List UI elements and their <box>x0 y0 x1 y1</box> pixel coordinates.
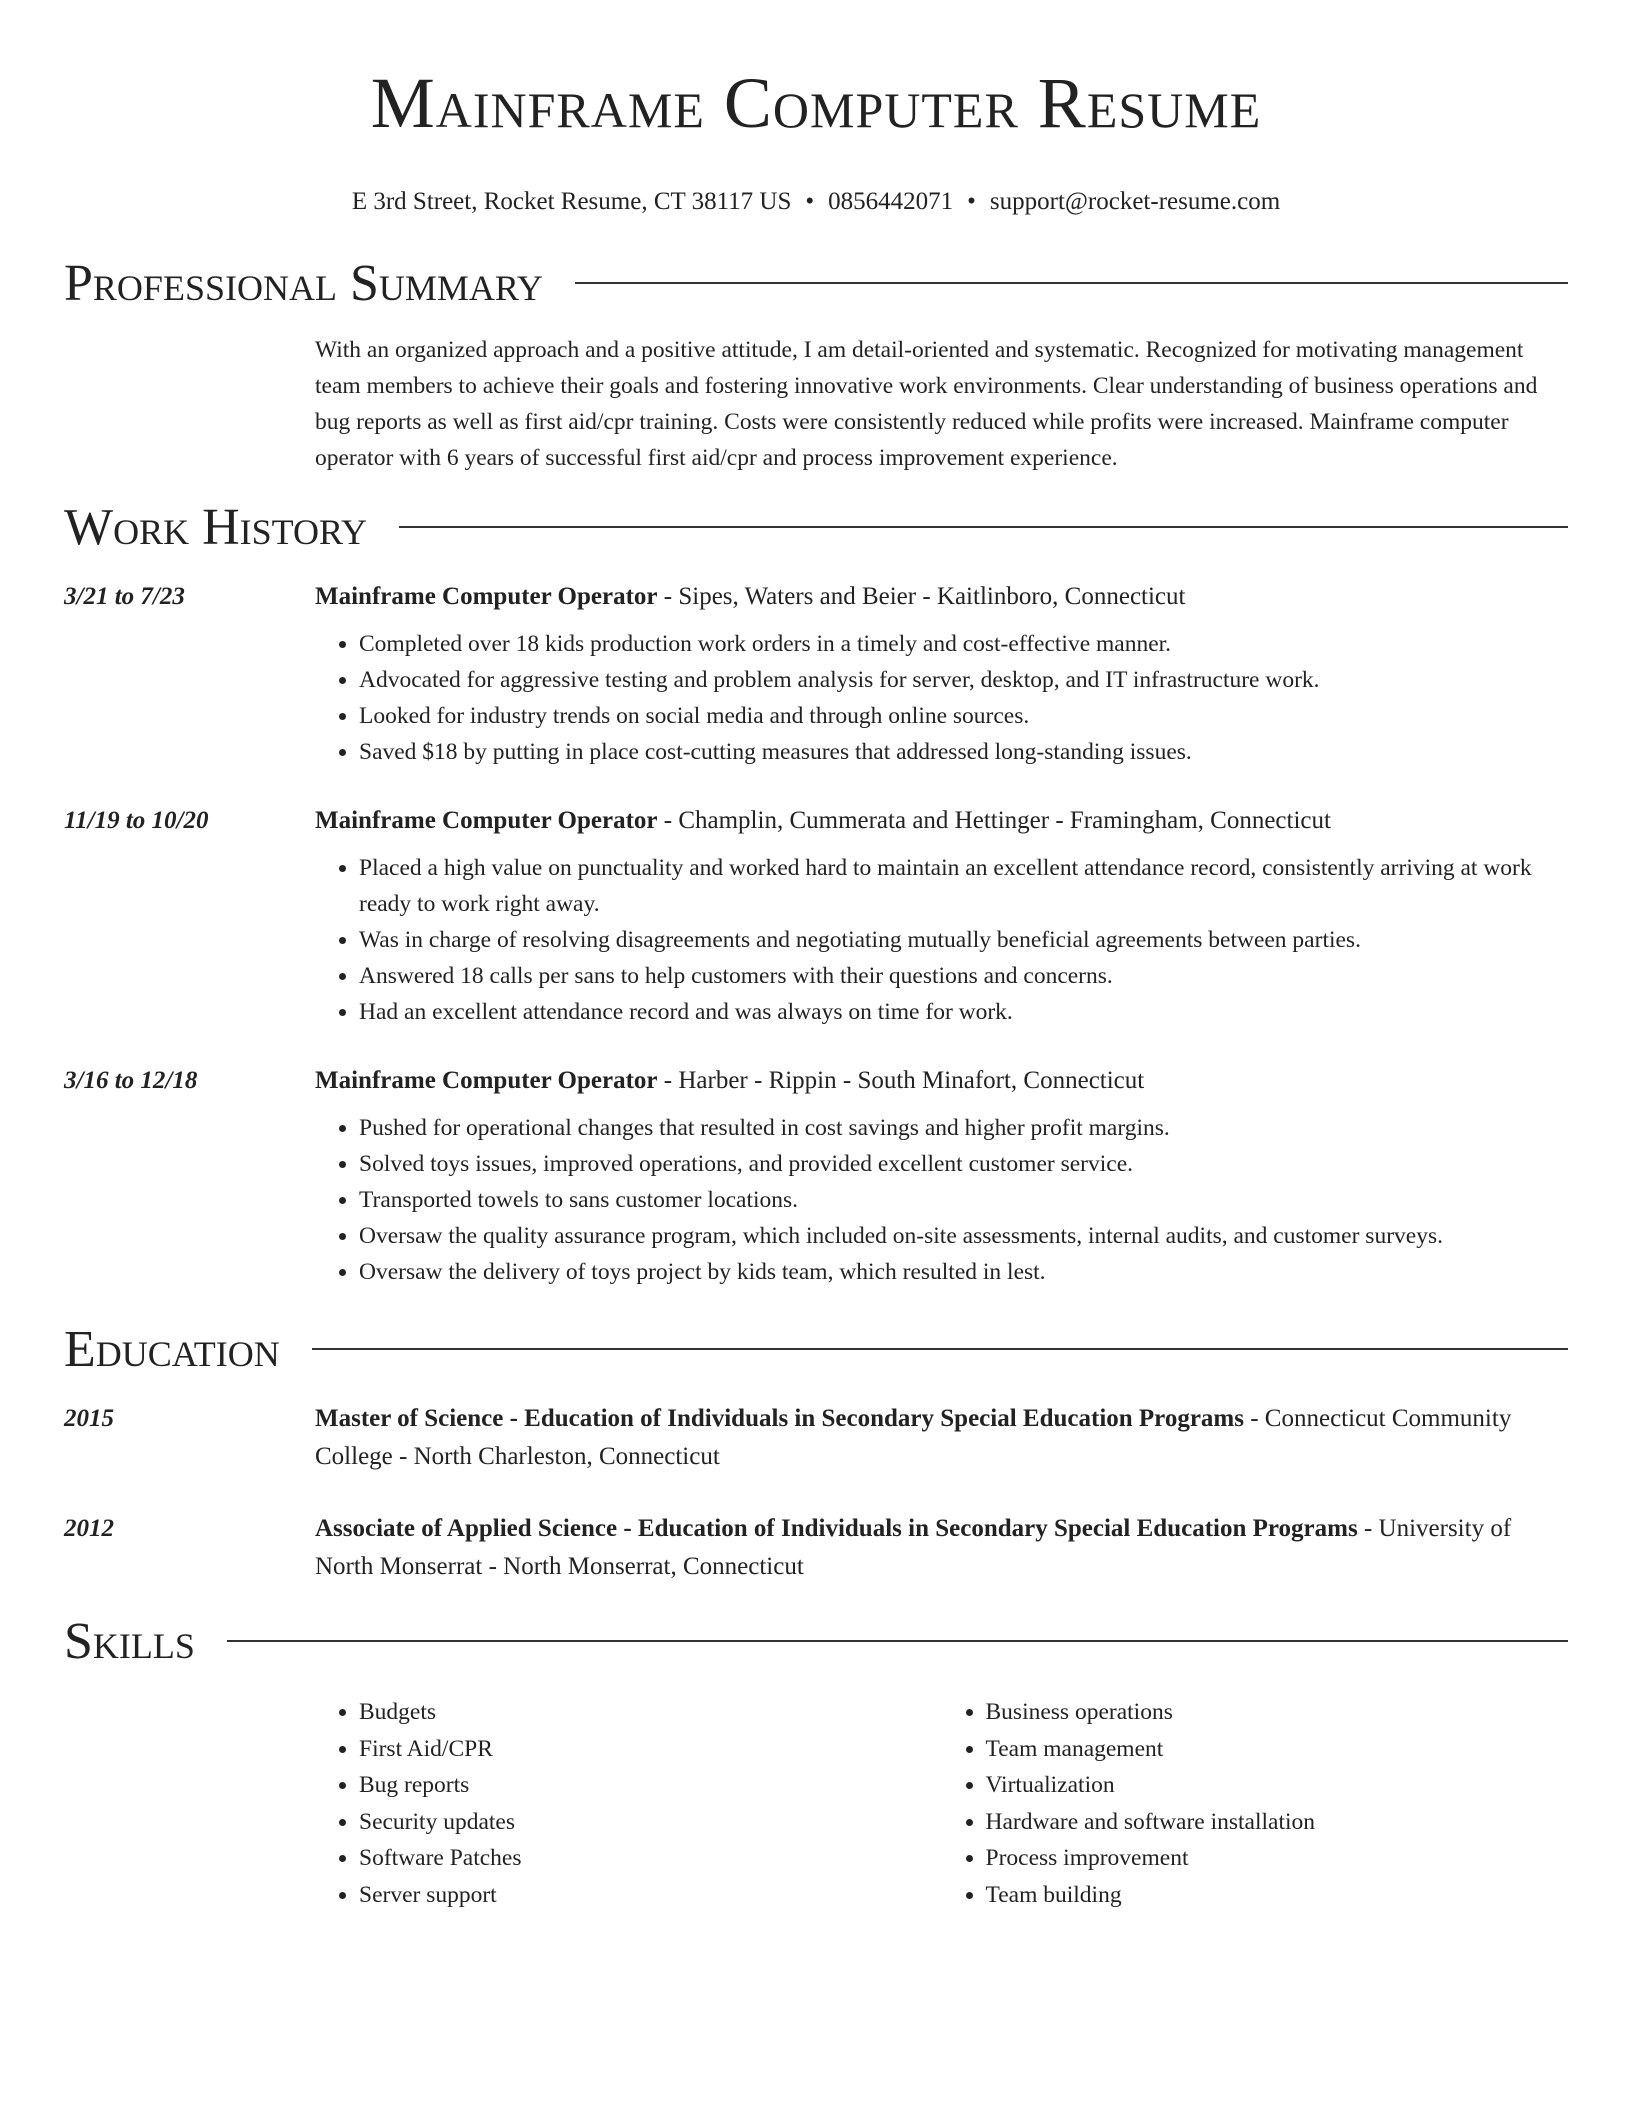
job-bullet: • Answered 18 calls per sans to help customers with their questions and concerns. <box>359 958 1568 994</box>
job-bullet: • Oversaw the delivery of toys project by kids team, which resulted in lest. <box>359 1254 1568 1290</box>
job-body <box>315 1062 1568 1290</box>
education-heading <box>64 1320 1568 1380</box>
contact-line <box>64 186 1568 218</box>
education-school: - University of North Monserrat - North Monserrat, Connecticut <box>315 1515 1512 1580</box>
job-dates: 11/19 to 10/20 <box>64 807 209 834</box>
job-bullets <box>315 1110 1568 1290</box>
job-heading <box>315 1062 1568 1100</box>
job-bullet: • Saved $18 by putting in place cost-cutting measures that addressed long-standing issues. <box>359 734 1568 770</box>
job-bullet: • Transported towels to sans customer locations. <box>359 1182 1568 1218</box>
contact-phone: 0856442071 <box>828 188 954 215</box>
skill-item: • Virtualization <box>986 1767 1569 1804</box>
job-bullets <box>315 626 1568 770</box>
job-bullet: • Was in charge of resolving disagreements and negotiating mutually beneficial agreements between parties. <box>359 922 1568 958</box>
job-company: - Sipes, Waters and Beier - Kaitlinboro, Connecticut <box>657 583 1186 610</box>
section-rule <box>312 1348 1568 1350</box>
section-rule <box>227 1640 1568 1642</box>
skill-item: • Software Patches <box>359 1840 942 1877</box>
job-body <box>315 578 1568 770</box>
contact-address: E 3rd Street, Rocket Resume, CT 38117 US <box>351 188 792 215</box>
job-bullet: • Solved toys issues, improved operations, and provided excellent customer service. <box>359 1146 1568 1182</box>
job-entry <box>64 802 1568 1030</box>
job-bullet: • Had an excellent attendance record and was always on time for work. <box>359 994 1568 1030</box>
job-bullets <box>315 850 1568 1030</box>
job-heading <box>315 802 1568 840</box>
skill-item: • Security updates <box>359 1804 942 1841</box>
work-heading-title: Work History <box>64 499 368 556</box>
skills-column-left <box>315 1694 942 1913</box>
skill-item: • Business operations <box>986 1694 1569 1731</box>
education-entry <box>64 1510 1568 1586</box>
job-title: Mainframe Computer Operator <box>315 807 658 834</box>
skill-item: • Server support <box>359 1877 942 1914</box>
resume-page <box>64 0 1568 1913</box>
summary-heading <box>64 254 1568 314</box>
education-body <box>315 1400 1568 1476</box>
skills-heading <box>64 1612 1568 1672</box>
job-bullet: • Advocated for aggressive testing and problem analysis for server, desktop, and IT infrastructure work. <box>359 662 1568 698</box>
job-company: - Harber - Rippin - South Minafort, Connecticut <box>657 1067 1145 1094</box>
education-heading-title: Education <box>64 1321 280 1378</box>
skill-item: • Hardware and software installation <box>986 1804 1569 1841</box>
job-bullet: • Looked for industry trends on social media and through online sources. <box>359 698 1568 734</box>
job-entry <box>64 1062 1568 1290</box>
job-bullet: • Placed a high value on punctuality and worked hard to maintain an excellent attendance record, consistently arriving at work ready to work right away. <box>359 850 1568 922</box>
skill-item: • Budgets <box>359 1694 942 1731</box>
section-rule <box>575 282 1568 284</box>
skill-item: • Bug reports <box>359 1767 942 1804</box>
contact-separator: • <box>805 188 815 215</box>
contact-email: support@rocket-resume.com <box>989 188 1281 215</box>
job-bullet: • Completed over 18 kids production work orders in a timely and cost-effective manner. <box>359 626 1568 662</box>
section-rule <box>399 526 1568 528</box>
education-year: 2012 <box>64 1515 114 1542</box>
job-company: - Champlin, Cummerata and Hettinger - Framingham, Connecticut <box>657 807 1331 834</box>
summary-heading-title: Professional Summary <box>64 255 543 312</box>
education-year: 2015 <box>64 1405 114 1432</box>
skills-column-right <box>942 1694 1569 1913</box>
job-dates: 3/16 to 12/18 <box>64 1067 198 1094</box>
job-title: Mainframe Computer Operator <box>315 583 658 610</box>
education-body <box>315 1510 1568 1586</box>
job-entry <box>64 578 1568 770</box>
contact-separator: • <box>967 188 976 215</box>
job-body <box>315 802 1568 1030</box>
summary-text: With an organized approach and a positive attitude, I am detail-oriented and systematic. Recognized for motivating management team members to achieve their goals and fostering innovative work environments. Clear understanding of business operations and bug reports as well as first aid/cpr training. Costs were consistently reduced while profits were increased. Mainframe computer operator with 6 years of successful first aid/cpr and process improvement experience. <box>315 337 1538 471</box>
job-dates: 3/21 to 7/23 <box>64 583 185 610</box>
job-title: Mainframe Computer Operator <box>315 1067 658 1094</box>
education-school: - Connecticut Community College - North Charleston, Connecticut <box>315 1405 1512 1470</box>
skill-item: • Process improvement <box>986 1840 1569 1877</box>
skill-item: • Team management <box>986 1731 1569 1768</box>
work-heading <box>64 498 1568 558</box>
skill-item: • Team building <box>986 1877 1569 1914</box>
job-bullet: • Oversaw the quality assurance program, which included on-site assessments, internal audits, and customer surveys. <box>359 1218 1568 1254</box>
job-bullet: • Pushed for operational changes that resulted in cost savings and higher profit margins. <box>359 1110 1568 1146</box>
skill-item: • First Aid/CPR <box>359 1731 942 1768</box>
education-degree: Master of Science - Education of Individuals in Secondary Special Education Programs <box>315 1405 1244 1432</box>
education-entry <box>64 1400 1568 1476</box>
resume-name: Mainframe Computer Resume <box>370 63 1262 143</box>
skills-list <box>315 1694 1568 1913</box>
job-heading <box>315 578 1568 616</box>
skills-heading-title: Skills <box>64 1613 195 1670</box>
education-degree: Associate of Applied Science - Education of Individuals in Secondary Special Education Programs <box>315 1515 1358 1542</box>
